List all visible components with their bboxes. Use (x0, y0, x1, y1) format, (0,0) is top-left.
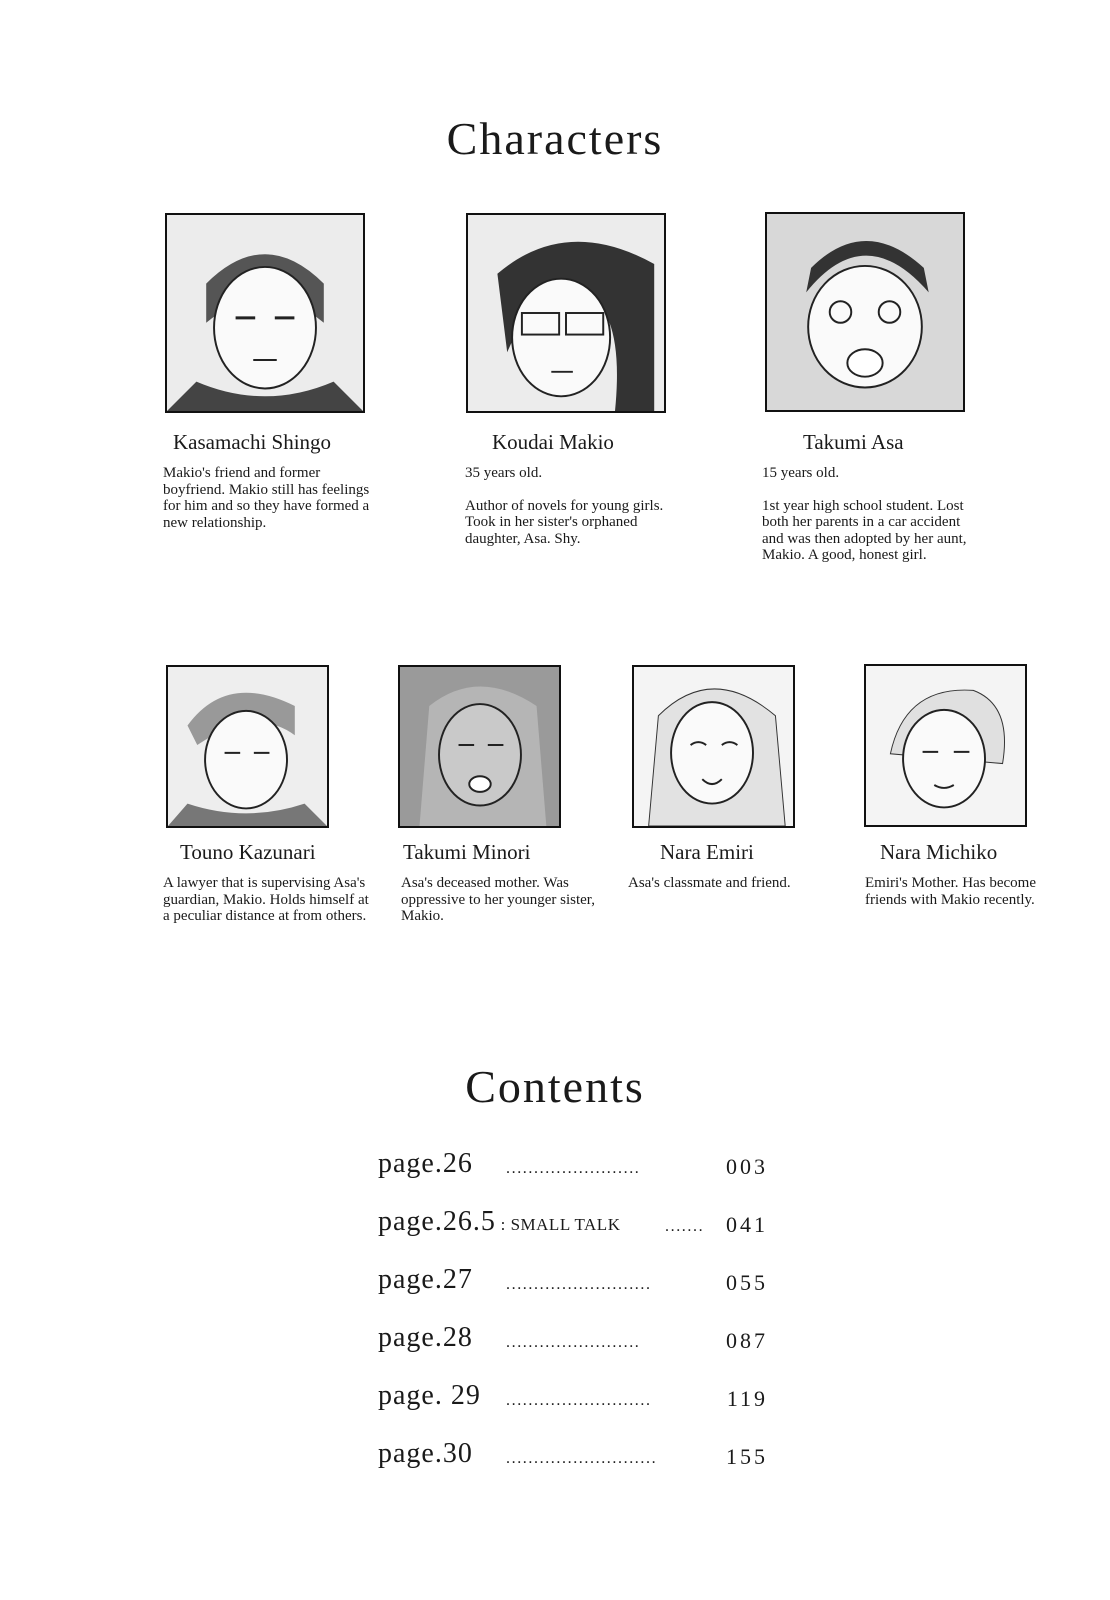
character-description: A lawyer that is supervising Asa's guardian, Makio. Holds himself at a peculiar distance at from others. (163, 875, 369, 925)
character-name: Takumi Asa (803, 430, 904, 454)
character-name: Kasamachi Shingo (173, 430, 332, 454)
contents-leader-dots: .......................... (506, 1276, 652, 1293)
contents-entry[interactable] (378, 1264, 768, 1300)
character-description: Makio's friend and former boyfriend. Makio still has feelings for him and so they have formed a new relationship. (163, 465, 370, 531)
portrait-kasamachi-shingo (165, 213, 365, 413)
character-name: Nara Michiko (880, 840, 998, 864)
contents-entry-label: page. 29 (378, 1380, 481, 1411)
character-description: 35 years old. Author of novels for young girls. Took in her sister's orphaned daughter, Asa. Shy. (465, 465, 664, 547)
portrait-koudai-makio (466, 213, 666, 413)
character-name: Nara Emiri (660, 840, 754, 864)
contents-entry-label: page.27 (378, 1264, 473, 1295)
contents-leader-dots: ........................ (506, 1334, 641, 1351)
contents-entry-label: page.26.5 : SMALL TALK (378, 1206, 621, 1237)
character-description: Asa's deceased mother. Was oppressive to her younger sister, Makio. (401, 875, 595, 925)
contents-leader-dots: ........................ (506, 1160, 641, 1177)
contents-page-number: 003 (726, 1154, 768, 1179)
portrait-nara-michiko (864, 664, 1027, 827)
contents-entry-label: page.26 (378, 1148, 473, 1179)
contents-entry[interactable] (378, 1380, 768, 1416)
contents-page-number: 155 (726, 1444, 768, 1469)
contents-entry[interactable] (378, 1438, 768, 1474)
portrait-takumi-asa (765, 212, 965, 412)
contents-leader-dots: ........................... (506, 1450, 658, 1467)
contents-entry[interactable] (378, 1148, 768, 1184)
portrait-nara-emiri (632, 665, 795, 828)
contents-leader-dots: ....... (665, 1218, 705, 1235)
contents-page-number: 087 (726, 1328, 768, 1353)
contents-page-number: 119 (726, 1386, 768, 1411)
characters-heading: Characters (446, 113, 664, 164)
character-name: Takumi Minori (403, 840, 531, 864)
contents-entry-label: page.30 (378, 1438, 473, 1469)
character-name: Koudai Makio (492, 430, 614, 454)
contents-heading: Contents (465, 1061, 645, 1112)
character-description: 15 years old. 1st year high school student. Lost both her parents in a car accident and was then adopted by her aunt, Makio. A good, honest girl. (762, 465, 967, 564)
character-name: Touno Kazunari (180, 840, 316, 864)
contents-entry[interactable] (378, 1322, 768, 1358)
contents-entry-label: page.28 (378, 1322, 473, 1353)
portrait-touno-kazunari (166, 665, 329, 828)
character-description: Emiri's Mother. Has become friends with Makio recently. (865, 875, 1036, 908)
contents-page-number: 055 (726, 1270, 768, 1295)
contents-page-number: 041 (726, 1212, 768, 1237)
character-description: Asa's classmate and friend. (628, 875, 791, 891)
portrait-takumi-minori (398, 665, 561, 828)
contents-entry[interactable] (378, 1206, 768, 1242)
contents-leader-dots: .......................... (506, 1392, 652, 1409)
